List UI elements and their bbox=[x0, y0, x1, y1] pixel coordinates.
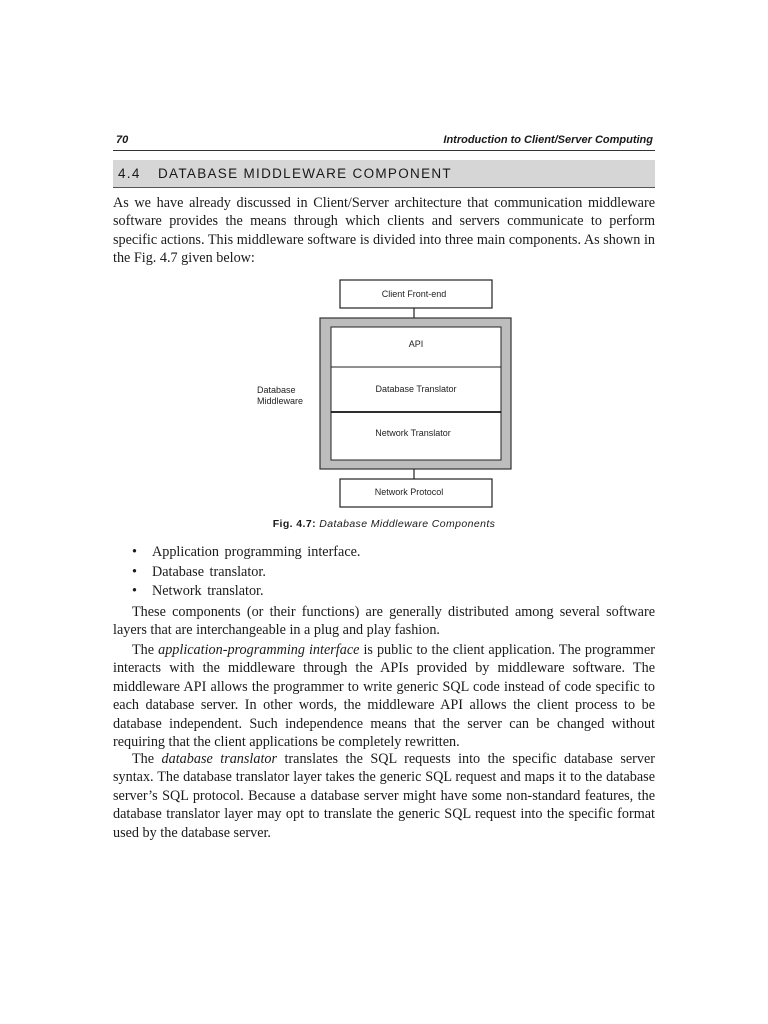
list-item: • Network translator. bbox=[132, 582, 360, 602]
database-translator-label: Database Translator bbox=[375, 384, 457, 394]
components-paragraph: These components (or their functions) are generally distributed among several software layers that are interchangeable in a plug and play fashion. bbox=[113, 604, 655, 639]
translator-term: database translator bbox=[161, 751, 278, 767]
page-number: 70 bbox=[116, 134, 129, 146]
section-number: 4.4 bbox=[118, 166, 141, 181]
intro-paragraph: As we have already discussed in Client/Server architecture that communication middleware software provides the means through which clients and servers communicate to perform specific actions. This middleware software is divided into three main components. As shown in the Fig. 4.7 given below: bbox=[113, 195, 655, 267]
section-title: DATABASE MIDDLEWARE COMPONENT bbox=[158, 166, 452, 181]
api-paragraph-rest: is public to the client application. The programmer interacts with the middleware through the APIs provided by middleware software. The middleware API allows the programmer to write generic SQL code instead of code specific to each database server. In other words, the middleware API allows the client process to be database independent. Such independence means that the server can be changed without requiring that the client applications be completely rewritten. bbox=[113, 642, 655, 751]
client-frontend-label: Client Front-end bbox=[381, 289, 447, 299]
api-label: API bbox=[408, 339, 424, 349]
middleware-label-line1: Database bbox=[257, 385, 296, 395]
translator-paragraph bbox=[113, 750, 655, 842]
list-item: • Application programming interface. bbox=[132, 543, 360, 563]
api-term: application-programming interface bbox=[158, 642, 360, 658]
figure-caption-text: Database Middleware Components bbox=[319, 518, 496, 530]
network-protocol-label: Network Protocol bbox=[374, 487, 444, 497]
network-translator-label: Network Translator bbox=[375, 428, 451, 438]
figure-caption bbox=[0, 518, 768, 530]
api-paragraph-lead: The bbox=[132, 642, 159, 658]
translator-paragraph-lead: The bbox=[132, 751, 162, 767]
middleware-label-line2: Middleware bbox=[257, 396, 304, 406]
running-title: Introduction to Client/Server Computing bbox=[443, 134, 653, 146]
figure-caption-label: Fig. 4.7: bbox=[272, 518, 316, 530]
api-paragraph bbox=[113, 641, 655, 751]
translator-paragraph-rest: translates the SQL requests into the specific database server syntax. The database translator layer takes the generic SQL request and maps it to the database server’s SQL protocol. Because a database server might have some non-standard features, the database translator layer may opt to translate the generic SQL request into the specific format used by the database server. bbox=[113, 751, 655, 841]
component-list bbox=[132, 543, 360, 602]
list-item: • Database translator. bbox=[132, 563, 360, 583]
